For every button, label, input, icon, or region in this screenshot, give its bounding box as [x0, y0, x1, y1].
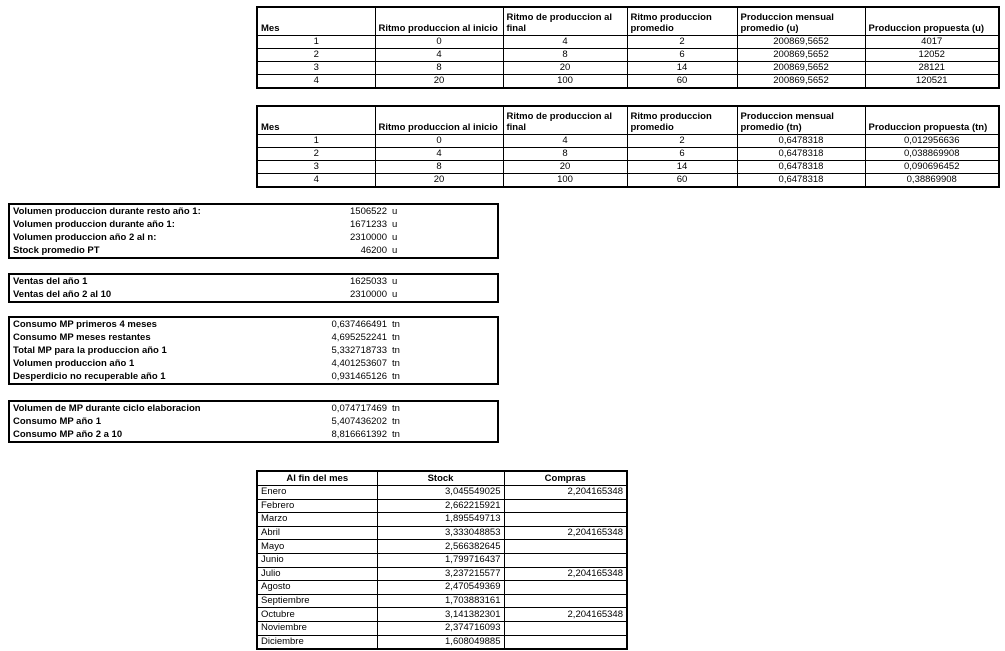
compras-cell: 2,204165348 [504, 486, 627, 500]
cell: 0,6478318 [737, 147, 865, 160]
stock-table [256, 470, 628, 650]
cell: 100 [503, 173, 627, 187]
cell: 8 [375, 160, 503, 173]
production-table-units [256, 6, 1000, 89]
summary-box-consumo [8, 316, 499, 385]
summary-unit: u [392, 275, 398, 287]
table-row [257, 61, 999, 74]
summary-label: Ventas del año 2 al 10 [13, 288, 112, 300]
cell: 20 [503, 160, 627, 173]
month-cell: Mayo [257, 540, 377, 554]
summary-row [9, 204, 498, 218]
month-cell: Febrero [257, 499, 377, 513]
month-cell: Enero [257, 486, 377, 500]
header-mes: Mes [257, 106, 375, 134]
summary-unit: u [392, 288, 398, 300]
summary-value: 0,074717469 [331, 402, 387, 414]
cell: 120521 [865, 74, 999, 88]
compras-cell [504, 499, 627, 513]
summary-label: Volumen produccion año 2 al n: [13, 231, 157, 243]
stock-cell: 2,662215921 [377, 499, 504, 513]
summary-value: 4,695252241 [331, 331, 387, 343]
summary-value: 5,332718733 [331, 344, 387, 356]
table-row [257, 608, 627, 622]
summary-unit: tn [392, 428, 400, 440]
cell: 6 [627, 48, 737, 61]
summary-value: 1625033 [350, 275, 387, 287]
header-ritmo-promedio: Ritmo produccion promedio [627, 106, 737, 134]
header-produccion-propuesta: Produccion propuesta (tn) [865, 106, 999, 134]
cell: 1 [257, 134, 375, 147]
compras-cell [504, 513, 627, 527]
summary-value: 1671233 [350, 218, 387, 230]
cell: 20 [375, 74, 503, 88]
summary-label: Volumen produccion año 1 [13, 357, 135, 369]
summary-unit: tn [392, 331, 400, 343]
table-row [257, 540, 627, 554]
cell: 4017 [865, 35, 999, 48]
summary-value: 2310000 [350, 288, 387, 300]
header-produccion-propuesta: Produccion propuesta (u) [865, 7, 999, 35]
table-row [257, 553, 627, 567]
summary-unit: tn [392, 344, 400, 356]
cell: 0,012956636 [865, 134, 999, 147]
header-ritmo-promedio: Ritmo produccion promedio [627, 7, 737, 35]
month-cell: Noviembre [257, 621, 377, 635]
summary-row [9, 415, 498, 428]
month-cell: Diciembre [261, 635, 304, 647]
summary-unit: tn [392, 402, 400, 414]
summary-label: Consumo MP año 2 a 10 [13, 428, 123, 440]
header-ritmo-inicio: Ritmo produccion al inicio [375, 7, 503, 35]
cell: 2 [257, 147, 375, 160]
summary-row [9, 344, 498, 357]
cell: 4 [503, 35, 627, 48]
summary-value: 4,401253607 [331, 357, 387, 369]
header-produccion-mensual: Produccion mensual promedio (u) [737, 7, 865, 35]
summary-row [9, 401, 498, 415]
summary-value: 5,407436202 [331, 415, 387, 427]
cell: 12052 [865, 48, 999, 61]
cell: 0,6478318 [737, 160, 865, 173]
cell: 0,38869908 [865, 173, 999, 187]
summary-label: Stock promedio PT [13, 244, 100, 256]
summary-label: Consumo MP primeros 4 meses [13, 318, 157, 330]
header-mes: Mes [257, 7, 375, 35]
header-stock: Stock [377, 471, 504, 486]
cell: 2 [627, 35, 737, 48]
summary-row [9, 428, 498, 442]
header-ritmo-final: Ritmo de produccion al final [503, 7, 627, 35]
summary-row [9, 288, 498, 302]
cell: 4 [313, 173, 319, 185]
compras-cell [504, 594, 627, 608]
stock-cell: 3,045549025 [377, 486, 504, 500]
table-row [257, 48, 999, 61]
cell: 4 [313, 74, 319, 86]
summary-unit: tn [392, 370, 400, 382]
summary-unit: u [392, 205, 398, 217]
summary-label: Volumen produccion durante resto año 1: [13, 205, 201, 217]
month-cell: Septiembre [257, 594, 377, 608]
cell: 200869,5652 [737, 35, 865, 48]
cell: 0 [375, 134, 503, 147]
table-row [257, 35, 999, 48]
table-row [257, 173, 999, 187]
cell: 3 [257, 61, 375, 74]
cell: 4 [375, 48, 503, 61]
summary-value: 0,637466491 [331, 318, 387, 330]
production-table-tn [256, 105, 1000, 188]
cell: 200869,5652 [737, 61, 865, 74]
cell: 0,6478318 [737, 173, 865, 187]
header-compras: Compras [504, 471, 627, 486]
cell: 0,6478318 [737, 134, 865, 147]
stock-cell: 3,141382301 [377, 608, 504, 622]
header-ritmo-final: Ritmo de produccion al final [503, 106, 627, 134]
compras-cell [504, 553, 627, 567]
cell: 0 [375, 35, 503, 48]
header-al-fin-del-mes: Al fin del mes [257, 471, 377, 486]
summary-box-ventas [8, 273, 499, 303]
summary-row [9, 218, 498, 231]
stock-cell: 3,333048853 [377, 526, 504, 540]
table-row [257, 594, 627, 608]
summary-box-mp [8, 400, 499, 443]
month-cell: Junio [257, 553, 377, 567]
stock-cell: 2,566382645 [377, 540, 504, 554]
summary-label: Total MP para la produccion año 1 [13, 344, 167, 356]
summary-unit: u [392, 218, 398, 230]
table-row [257, 160, 999, 173]
summary-row [9, 231, 498, 244]
table-row [257, 621, 627, 635]
summary-row [9, 244, 498, 258]
summary-label: Consumo MP año 1 [13, 415, 101, 427]
summary-row [9, 274, 498, 288]
table-row [257, 147, 999, 160]
summary-row [9, 331, 498, 344]
cell: 200869,5652 [737, 48, 865, 61]
table-row [257, 486, 627, 500]
table-row [257, 635, 627, 649]
table-row [257, 134, 999, 147]
summary-value: 46200 [360, 244, 387, 256]
summary-row [9, 357, 498, 370]
compras-cell: 2,204165348 [504, 567, 627, 581]
month-cell: Octubre [257, 608, 377, 622]
summary-unit: u [392, 231, 398, 243]
compras-cell [504, 621, 627, 635]
cell: 0,090696452 [865, 160, 999, 173]
stock-cell: 1,799716437 [377, 553, 504, 567]
cell: 2 [627, 134, 737, 147]
cell: 0,038869908 [865, 147, 999, 160]
table-row [257, 74, 999, 88]
summary-value: 2310000 [350, 231, 387, 243]
cell: 4 [375, 147, 503, 160]
summary-label: Volumen de MP durante ciclo elaboracion [13, 402, 201, 414]
cell: 4 [503, 134, 627, 147]
cell: 6 [627, 147, 737, 160]
summary-unit: tn [392, 318, 400, 330]
summary-label: Volumen produccion durante año 1: [13, 218, 175, 230]
summary-label: Desperdicio no recuperable año 1 [13, 370, 166, 382]
summary-value: 0,931465126 [331, 370, 387, 382]
table-row [257, 581, 627, 595]
summary-value: 8,816661392 [331, 428, 387, 440]
stock-cell: 1,608049885 [377, 635, 504, 649]
summary-label: Ventas del año 1 [13, 275, 88, 287]
cell: 200869,5652 [737, 74, 865, 88]
summary-value: 1506522 [350, 205, 387, 217]
compras-cell: 2,204165348 [504, 608, 627, 622]
cell: 20 [503, 61, 627, 74]
month-cell: Marzo [257, 513, 377, 527]
summary-unit: tn [392, 415, 400, 427]
cell: 60 [627, 74, 737, 88]
month-cell: Julio [257, 567, 377, 581]
cell: 8 [503, 147, 627, 160]
header-produccion-mensual: Produccion mensual promedio (tn) [737, 106, 865, 134]
summary-box-volumen [8, 203, 499, 259]
cell: 28121 [865, 61, 999, 74]
compras-cell [504, 540, 627, 554]
table-row [257, 526, 627, 540]
stock-cell: 1,895549713 [377, 513, 504, 527]
table-row [257, 499, 627, 513]
month-cell: Abril [257, 526, 377, 540]
header-ritmo-inicio: Ritmo produccion al inicio [375, 106, 503, 134]
cell: 14 [627, 61, 737, 74]
cell: 100 [503, 74, 627, 88]
summary-label: Consumo MP meses restantes [13, 331, 151, 343]
cell: 8 [375, 61, 503, 74]
stock-cell: 2,374716093 [377, 621, 504, 635]
stock-cell: 1,703883161 [377, 594, 504, 608]
cell: 3 [257, 160, 375, 173]
table-row [257, 513, 627, 527]
cell: 2 [257, 48, 375, 61]
compras-cell [504, 635, 627, 649]
summary-row [9, 317, 498, 331]
summary-unit: tn [392, 357, 400, 369]
cell: 8 [503, 48, 627, 61]
cell: 1 [257, 35, 375, 48]
stock-cell: 2,470549369 [377, 581, 504, 595]
table-row [257, 567, 627, 581]
month-cell: Agosto [257, 581, 377, 595]
cell: 60 [627, 173, 737, 187]
cell: 20 [375, 173, 503, 187]
compras-cell [504, 581, 627, 595]
summary-unit: u [392, 244, 398, 256]
cell: 14 [627, 160, 737, 173]
compras-cell: 2,204165348 [504, 526, 627, 540]
stock-cell: 3,237215577 [377, 567, 504, 581]
summary-row [9, 370, 498, 384]
